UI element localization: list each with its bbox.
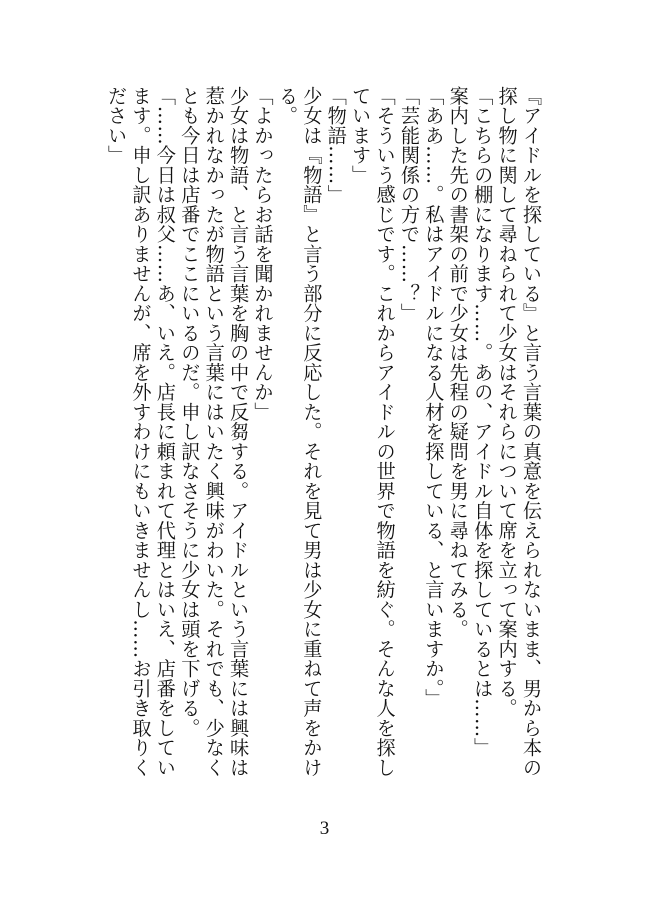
page-number: 3 [319,818,330,839]
paragraph: 「こちらの棚になります……。あの、アイドル自体を探しているとは……」 [471,86,495,758]
paragraph: 『アイドルを探している』と言う言葉の真意を伝えられないまま、男から本の探し物に関して尋ねられて少女はそれらについて席を立って案内する。 [495,86,543,778]
vertical-text-body [104,86,543,786]
paragraph: 「よかったらお話を聞かれませんか」 [251,86,275,422]
paragraph: 「……今日は叔父……あ、いえ。店長に頼まれて代理とはいえ、店番をしています。申し訳ありませんが、席を外すわけにもいきませんし……お引き取りください」 [105,86,177,778]
paragraph: 案内した先の書架の前で少女は先程の疑問を男に尋ねてみる。 [446,86,470,639]
paragraph: 「ああ……。私はアイドルになる人材を探している、と言いますか。」 [422,86,446,709]
paragraph: 「芸能関係の方で……？」 [397,86,421,323]
paragraph: 少女は『物語』と言う部分に反応した。それを見て男は少女に重ねて声をかける。 [275,86,324,778]
paragraph: 「そういう感じです。これからアイドルの世界で物語を紡ぐ。そんな人を探しています」 [349,86,397,778]
paragraph: 「物語……」 [324,86,348,205]
paragraph: 少女は物語、と言う言葉を胸の中で反芻する。アイドルという言葉には興味は惹かれなかったが物語という言葉にはいたく興味がわいた。それでも、少なくとも今日は店番でここにいるのだ。申し訳なさそうに少女は頭を下げる。 [178,86,251,778]
